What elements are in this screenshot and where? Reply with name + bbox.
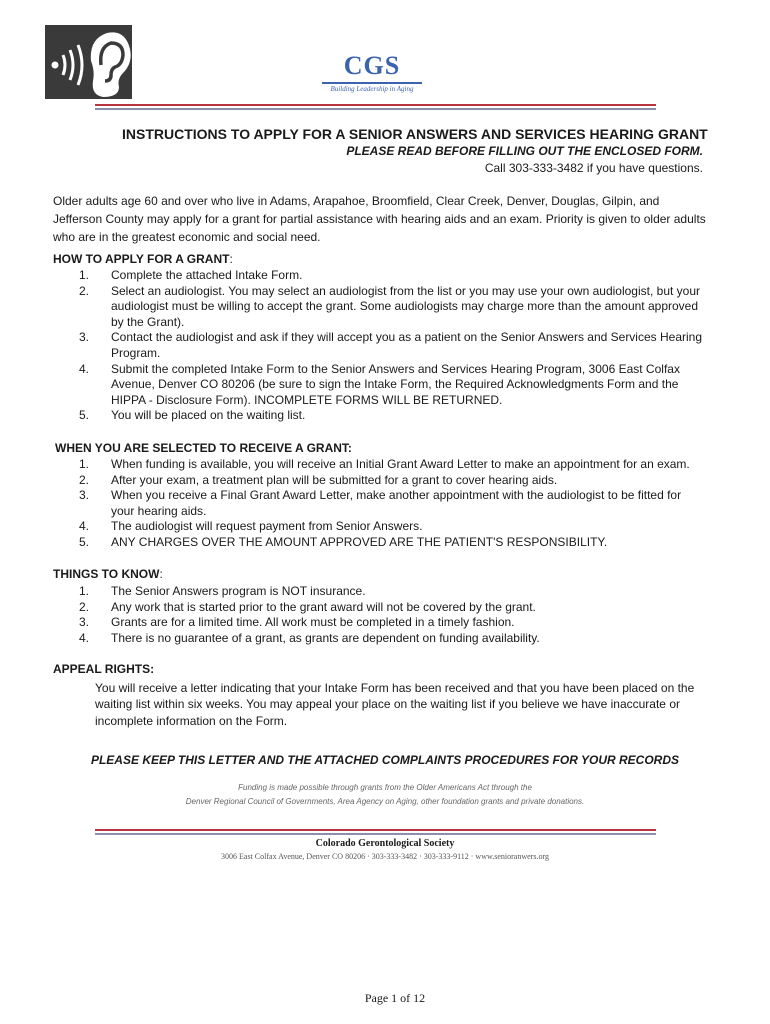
list-item-number: 2. bbox=[79, 472, 90, 487]
list-item-number: 2. bbox=[79, 599, 90, 614]
list-item-text: You will be placed on the waiting list. bbox=[111, 408, 306, 423]
list-item-number: 4. bbox=[79, 361, 90, 376]
list-item bbox=[53, 473, 705, 489]
list-item bbox=[53, 584, 705, 600]
list-item-text: Select an audiologist. You may select an audiologist from the list or you may use your own audiologist, but your audiologist must be willing to accept the grant. Some audiologists may charge more than the amount approved by the Grant). bbox=[111, 283, 701, 329]
org-address: 3006 East Colfax Avenue, Denver CO 80206 · 303-333-3482 · 303-333-9112 · www.senioranwers.org bbox=[221, 852, 549, 861]
when-selected-heading: WHEN YOU ARE SELECTED TO RECEIVE A GRANT: bbox=[55, 441, 352, 455]
things-to-know-heading bbox=[53, 567, 163, 581]
cgs-title: CGS bbox=[343, 51, 401, 80]
document-title: INSTRUCTIONS TO APPLY FOR A SENIOR ANSWERS AND SERVICES HEARING GRANT bbox=[122, 126, 708, 142]
list-item-number: 3. bbox=[79, 488, 90, 503]
list-item-number: 1. bbox=[79, 584, 90, 598]
appeal-rights-heading: APPEAL RIGHTS: bbox=[53, 662, 155, 676]
list-item-number: 5. bbox=[79, 534, 90, 549]
list-item-number: 1. bbox=[79, 268, 90, 282]
list-item-number: 3. bbox=[79, 615, 90, 630]
list-item-text: The Senior Answers program is NOT insurance. bbox=[111, 584, 366, 598]
footer-divider bbox=[95, 829, 656, 835]
things-to-know-heading-colon: : bbox=[159, 567, 163, 581]
cgs-rule bbox=[322, 82, 422, 84]
list-item-text: ANY CHARGES OVER THE AMOUNT APPROVED ARE THE PATIENT'S RESPONSIBILITY. bbox=[111, 534, 608, 549]
list-item-text: There is no guarantee of a grant, as grants are dependent on funding availability. bbox=[111, 630, 540, 645]
funding-line-1: Funding is made possible through grants from the Older Americans Act through the bbox=[238, 783, 532, 792]
list-item-number: 2. bbox=[79, 283, 90, 298]
list-item-number: 4. bbox=[79, 519, 90, 534]
how-to-apply-list bbox=[53, 268, 705, 424]
list-item bbox=[53, 488, 705, 519]
intro-paragraph: Older adults age 60 and over who live in Adams, Arapahoe, Broomfield, Clear Creek, Denver, Douglas, Gilpin, and Jefferson County may apply for a grant for partial assistance with hearing aids and an exam. Priority is given to older adults who are in the greatest economic and social need. bbox=[53, 194, 706, 244]
list-item bbox=[53, 615, 705, 631]
list-item-text: When funding is available, you will receive an Initial Grant Award Letter to make an appointment for an exam. bbox=[111, 457, 690, 471]
hearing-ear-logo bbox=[45, 25, 132, 99]
how-to-apply-heading bbox=[53, 252, 233, 266]
page-number: Page 1 of 12 bbox=[364, 991, 426, 1005]
list-item-number: 3. bbox=[79, 330, 90, 345]
list-item-text: When you receive a Final Grant Award Letter, make another appointment with the audiologist to be fitted for your hearing aids. bbox=[111, 488, 682, 518]
how-to-apply-heading-colon: : bbox=[229, 252, 233, 266]
list-item bbox=[53, 362, 705, 409]
list-item bbox=[53, 519, 705, 535]
list-item-text: Submit the completed Intake Form to the Senior Answers and Services Hearing Program, 3006 East Colfax Avenue, Denver CO 80206 (be sure to sign the Intake Form, the Required Acknowledgments Form and the HIPPA - Disclosure Form). INCOMPLETE FORMS WILL BE RETURNED. bbox=[111, 361, 680, 407]
call-line: Call 303-333-3482 if you have questions. bbox=[484, 161, 703, 175]
list-item bbox=[53, 408, 705, 424]
things-to-know-list bbox=[53, 584, 705, 646]
things-to-know-heading-text: THINGS TO KNOW bbox=[53, 567, 160, 581]
appeal-rights-text: You will receive a letter indicating that your Intake Form has been received and that you have been placed on the waiting list within six weeks. You may appeal your place on the waiting list if you believe we have inaccurate or incomplete information on the Form. bbox=[95, 681, 695, 728]
list-item-text: Any work that is started prior to the grant award will not be covered by the grant. bbox=[111, 599, 536, 614]
list-item bbox=[53, 268, 705, 284]
funding-line-2: Denver Regional Council of Governments, Area Agency on Aging, other foundation grants and private donations. bbox=[185, 797, 585, 806]
list-item bbox=[53, 535, 705, 551]
list-item-text: Complete the attached Intake Form. bbox=[111, 268, 303, 282]
read-before-notice: PLEASE READ BEFORE FILLING OUT THE ENCLOSED FORM. bbox=[346, 144, 703, 158]
when-selected-list bbox=[53, 457, 705, 551]
list-item bbox=[53, 600, 705, 616]
list-item-number: 4. bbox=[79, 630, 90, 645]
list-item-text: The audiologist will request payment from Senior Answers. bbox=[111, 519, 423, 534]
hearing-ear-icon bbox=[45, 25, 132, 99]
cgs-tagline: Building Leadership in Aging bbox=[330, 85, 414, 93]
list-item bbox=[53, 631, 705, 647]
funding-note bbox=[0, 781, 770, 809]
org-name: Colorado Gerontological Society bbox=[315, 838, 455, 849]
list-item bbox=[53, 284, 705, 331]
header-divider bbox=[95, 104, 656, 110]
keep-records-notice: PLEASE KEEP THIS LETTER AND THE ATTACHED COMPLAINTS PROCEDURES FOR YOUR RECORDS bbox=[90, 753, 680, 767]
how-to-apply-heading-text: HOW TO APPLY FOR A GRANT bbox=[53, 252, 230, 266]
list-item-number: 1. bbox=[79, 457, 90, 471]
list-item-text: After your exam, a treatment plan will be submitted for a grant to cover hearing aids. bbox=[111, 472, 558, 487]
list-item bbox=[53, 330, 705, 361]
list-item-text: Grants are for a limited time. All work must be completed in a timely fashion. bbox=[111, 615, 515, 630]
list-item bbox=[53, 457, 705, 473]
list-item-number: 5. bbox=[79, 408, 90, 423]
cgs-logo bbox=[322, 52, 422, 93]
list-item-text: Contact the audiologist and ask if they will accept you as a patient on the Senior Answers and Services Hearing Program. bbox=[111, 330, 703, 360]
